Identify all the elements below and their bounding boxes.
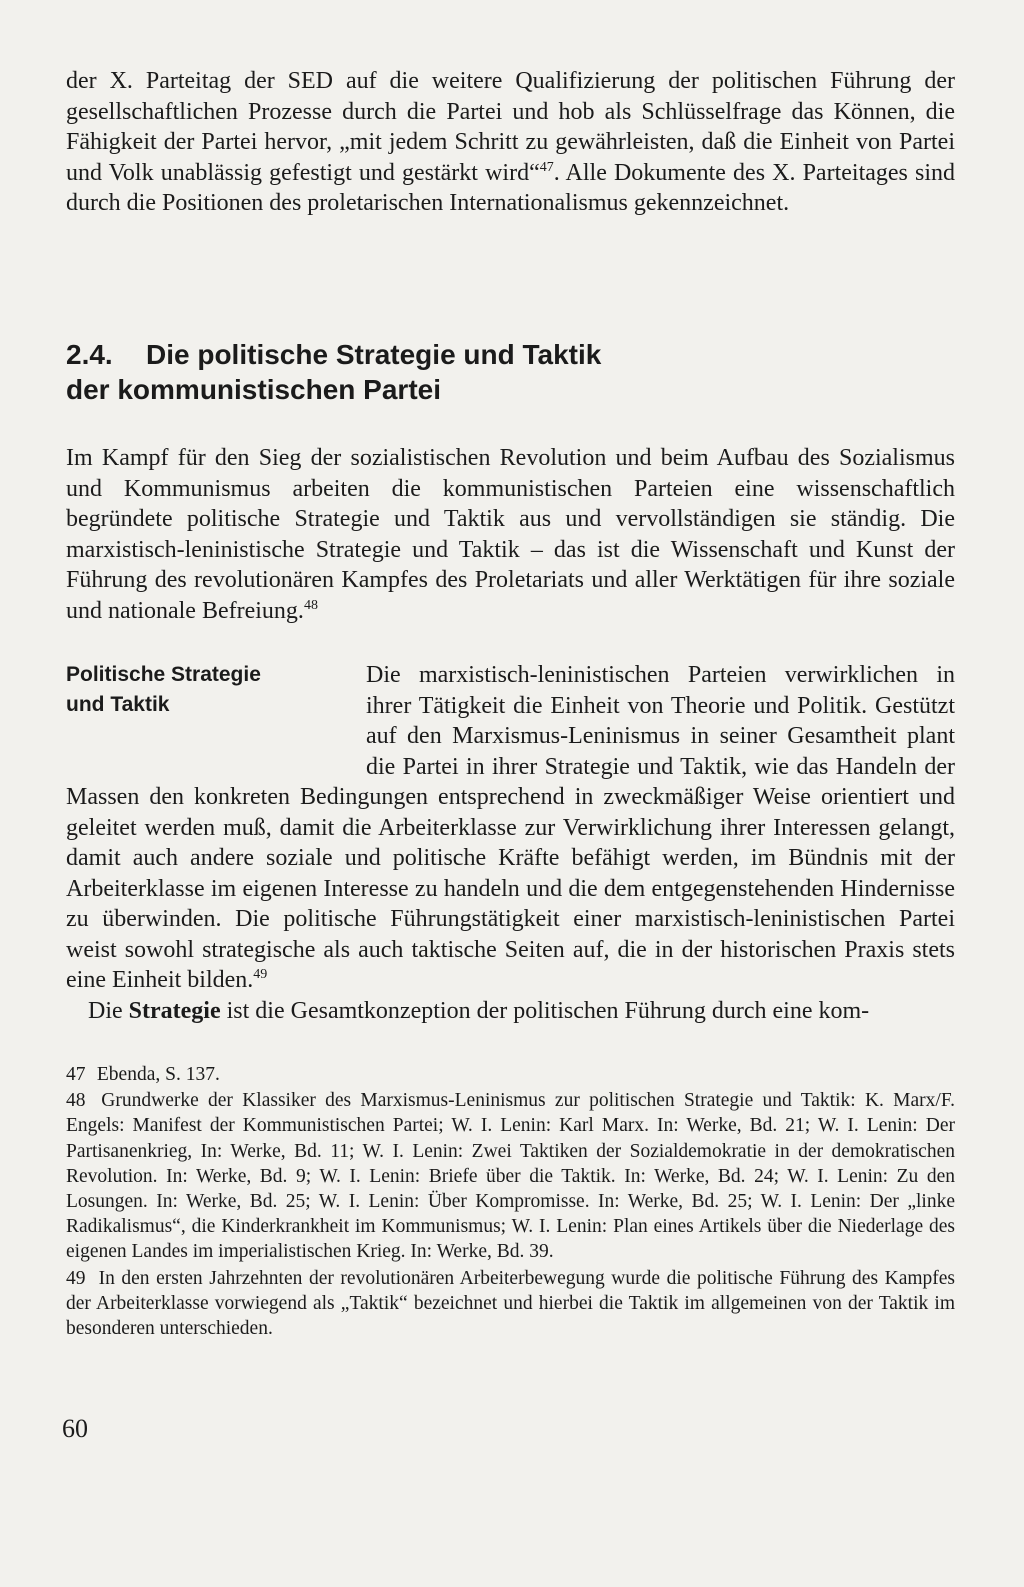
footnotes [66,1062,955,1342]
next-paragraph [66,996,955,1027]
page-number: 60 [62,1414,88,1443]
subsection-paragraph-text: Die marxistisch-leninistischen Parteien verwirklichen in ihrer Tätigkeit die Einheit von Theorie und Politik. Gestützt auf den Marxismus-Leninismus in seiner Gesamtheit plant die Partei in ihrer Strategie und Taktik, wie das Handeln der Massen den konkreten Bedingungen entsprechend in zweckmäßiger Weise orientiert und geleitet werden muß, damit die Arbeiterklasse zur Verwirklichung ihrer Interessen gelangt, damit auch andere soziale und politische Kräfte befähigt werden, im Bündnis mit der Arbeiterklasse im eigenen Interesse zu handeln und die dem entgegenstehenden Hindernisse zu überwinden. Die politische Führungstätigkeit einer marxistisch-leninistischen Partei weist sowohl strategische als auch taktische Seiten auf, die in der historischen Praxis stets eine Einheit bilden. [66,662,955,993]
section-paragraph-text: Im Kampf für den Sieg der sozialistischen Revolution und beim Aufbau des Sozialismus und Kommunismus arbeiten die kommunistischen Parteien eine wissenschaftlich begründete politische Strategie und Taktik aus und vervollständigen sie ständig. Die marxistisch-leninistische Strategie und Taktik – das ist die Wissenschaft und Kunst der Führung des revolutionären Kampfes des Proletariats und aller Werktätigen für ihre soziale und nationale Befreiung. [66,445,955,624]
footnote-ref-47[interactable]: 47 [539,159,554,175]
subsection-heading [66,660,366,752]
subsection-heading-line-2: und Taktik [66,693,170,716]
footnote-number: 49 [66,1267,86,1289]
intro-text-after: . Alle Dokumente des X. Parteitages sind durch die Positionen des proletarischen Internationalismus gekennzeichnet. [66,159,956,216]
footnote-text: Grundwerke der Klassiker des Marxismus-Leninismus zur politischen Strategie und Taktik: K. Marx/F. Engels: Manifest der Kommunistischen Partei; W. I. Lenin: Karl Marx. In: Werke, Bd. 21; W. I. Lenin: Der Partisanenkrieg, In: Werke, Bd. 11; W. I. Lenin: Zwei Taktiken der Sozialdemokratie in der demokratischen Revolution. In: Werke, Bd. 9; W. I. Lenin: Briefe über die Taktik. In: Werke, Bd. 24; W. I. Lenin: Zu den Losungen. In: Werke, Bd. 25; W. I. Lenin: Über Kompromisse. In: Werke, Bd. 25; W. I. Lenin: Der „linke Radikalismus“, die Kinderkrankheit im Kommunismus; W. I. Lenin: Plan eines Artikels über die Niederlage des eigenen Landes im imperialistischen Krieg. In: Werke, Bd. 39. [66,1090,955,1263]
subsection-heading-line-1: Politische Strategie [66,663,261,686]
footnote-number: 47 [66,1064,86,1085]
footnote-text: Ebenda, S. 137. [96,1064,220,1085]
section-title-line-1: Die politische Strategie und Taktik [146,339,602,370]
next-paragraph-rest: ist die Gesamtkonzeption der politischen Führung durch eine kom- [226,997,870,1024]
strategie-term: Strategie [128,997,221,1024]
next-paragraph-start: Die [88,997,123,1024]
section-title-line-2: der kommunistischen Partei [66,374,442,405]
section-paragraph [66,443,955,626]
footnote-49 [66,1266,955,1342]
footnote-ref-48[interactable]: 48 [303,597,318,613]
section-number: 2.4. [66,339,113,370]
footnote-number: 48 [66,1090,86,1112]
footnote-ref-49[interactable]: 49 [253,967,268,982]
footnote-text: In den ersten Jahrzehnten der revolutionären Arbeiterbewegung wurde die politische Führung des Kampfes der Arbeiterklasse vorwiegend als „Taktik“ bezeichnet und hierbei die Taktik im allgemeinen von der Taktik im besonderen unterschieden. [66,1267,956,1340]
intro-paragraph [66,66,955,219]
footnote-47 [66,1062,955,1087]
subsection [66,660,955,1026]
intro-text: der X. Parteitag der SED auf die weitere Qualifizierung der politischen Führung der gesellschaftlichen Prozesse durch die Partei und hob als Schlüsselfrage das Können, die Fähigkeit der Partei hervor, „mit jedem Schritt zu gewährleisten, daß die Einheit von Partei und Volk unablässig gefestigt und gestärkt wird“ [66,68,955,186]
footnote-48 [66,1088,955,1264]
section-heading [66,337,955,407]
